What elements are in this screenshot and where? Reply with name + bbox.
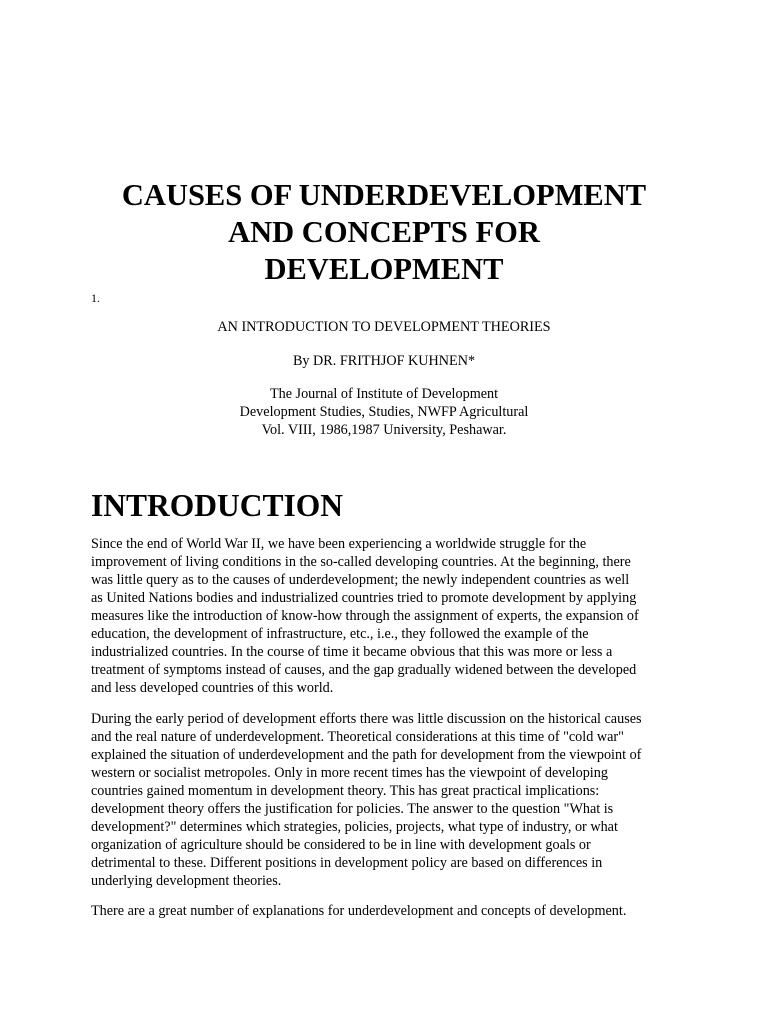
- paragraph-line: education, the development of infrastructure, etc., i.e., they followed the example of the: [91, 626, 589, 642]
- paragraph-line: detrimental to these. Different positions in development policy are based on differences in: [91, 855, 603, 871]
- section-number: 1.: [91, 291, 100, 305]
- journal-line: Vol. VIII, 1986,1987 University, Peshawar.: [261, 422, 507, 438]
- author-line: By DR. FRITHJOF KUHNEN*: [292, 353, 476, 369]
- paragraph-line: and the real nature of underdevelopment. Theoretical considerations at this time of "cold war": [91, 729, 624, 745]
- journal-line: The Journal of Institute of Development: [269, 386, 499, 402]
- paragraph: [91, 710, 691, 890]
- title-line: AND CONCEPTS FOR: [228, 215, 540, 249]
- paragraph-line: There are a great number of explanations for underdevelopment and concepts of development.: [91, 903, 627, 919]
- paragraph-line: development?" determines which strategies, policies, projects, what type of industry, or what: [91, 819, 618, 835]
- paragraph-line: and less developed countries of this world.: [91, 680, 334, 696]
- paragraph-line: improvement of living conditions in the so-called developing countries. At the beginning, there: [91, 554, 631, 570]
- paragraph: [91, 535, 691, 697]
- title-line: DEVELOPMENT: [264, 252, 504, 286]
- document-title: [90, 177, 678, 288]
- paragraph-line: development theory offers the justification for policies. The answer to the question "What is: [91, 801, 614, 817]
- paragraph-line: measures like the introduction of know-how through the assignment of experts, the expansion of: [91, 608, 639, 624]
- document-subtitle: AN INTRODUCTION TO DEVELOPMENT THEORIES: [217, 319, 551, 335]
- paragraph-line: underlying development theories.: [91, 873, 282, 889]
- paragraph-line: organization of agriculture should be considered to be in line with development goals or: [91, 837, 591, 853]
- title-line: CAUSES OF UNDERDEVELOPMENT: [121, 178, 647, 212]
- paragraph-line: Since the end of World War II, we have been experiencing a worldwide struggle for the: [91, 536, 587, 552]
- journal-line: Development Studies, Studies, NWFP Agricultural: [239, 404, 529, 420]
- paragraph: [91, 902, 691, 920]
- paragraph-line: western or socialist metropoles. Only in more recent times has the viewpoint of developing: [91, 765, 608, 781]
- section-heading: INTRODUCTION: [91, 488, 344, 523]
- paragraph-line: During the early period of development efforts there was little discussion on the historical causes: [91, 711, 642, 727]
- journal-citation: [90, 385, 678, 439]
- paragraph-line: industrialized countries. In the course of time it became obvious that this was more or less a: [91, 644, 613, 660]
- paragraph-line: countries gained momentum in development theory. This has great practical implications:: [91, 783, 600, 799]
- paragraph-line: explained the situation of underdevelopment and the path for development from the viewpoint of: [91, 747, 642, 763]
- paragraph-line: as United Nations bodies and industrialized countries tried to promote development by applying: [91, 590, 637, 606]
- paragraph-line: treatment of symptoms instead of causes, and the gap gradually widened between the developed: [91, 662, 637, 678]
- paragraph-line: was little query as to the causes of underdevelopment; the newly independent countries as well: [91, 572, 630, 588]
